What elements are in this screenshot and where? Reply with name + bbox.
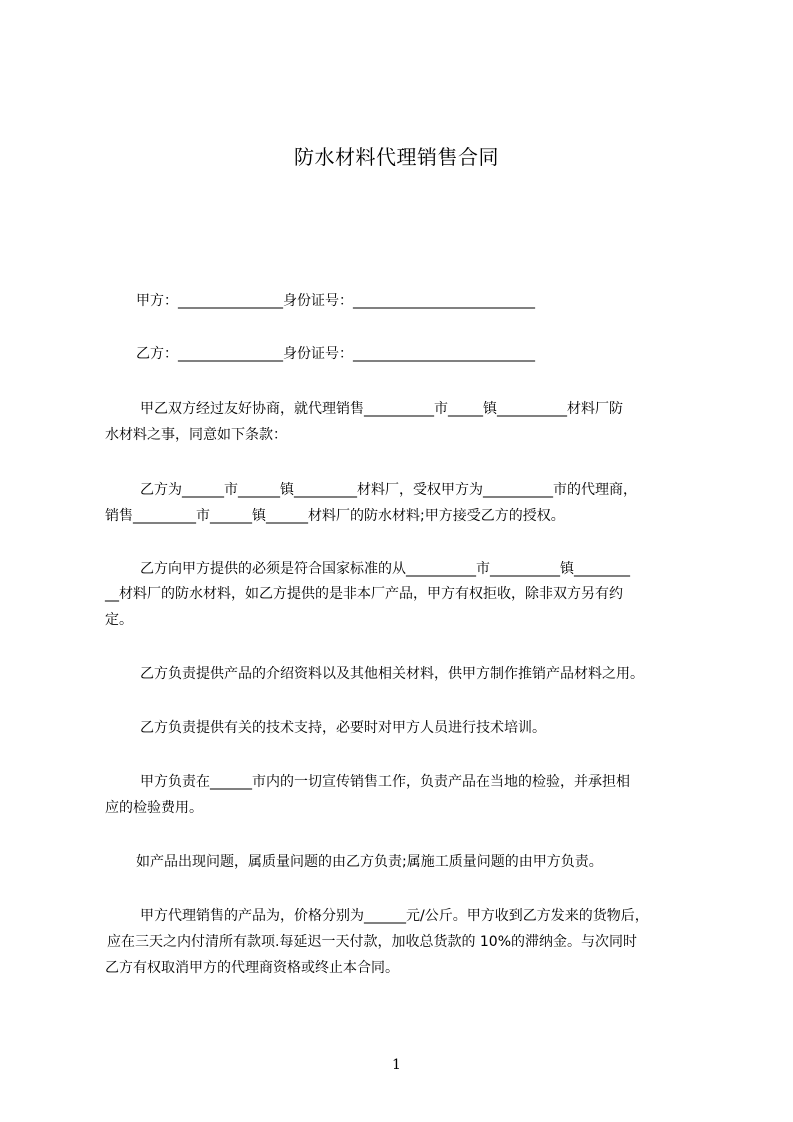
document-title: 防水材料代理销售合同 bbox=[294, 145, 499, 169]
clause-1-line-2: 水材料之事，同意如下条款： bbox=[105, 427, 287, 443]
clause-8-line-2: 应在三天之内付清所有款项.每延迟一天付款，加收总货款的 10%的滞纳金。与次同时 bbox=[107, 934, 638, 950]
clause-3-line-1: 乙方向甲方提供的必须是符合国家标准的从__________市__________镇________ bbox=[140, 561, 630, 577]
page-number: 1 bbox=[392, 1057, 401, 1073]
clause-2-line-1: 乙方为______市______镇_________材料厂，受权甲方为__________市的代理商， bbox=[140, 482, 637, 498]
party-b-line: 乙方：_______________身份证号：__________________________ bbox=[136, 346, 535, 362]
clause-7-line-1: 如产品出现问题，属质量问题的由乙方负责;属施工质量问题的由甲方负责。 bbox=[136, 854, 603, 870]
party-a-line: 甲方：_______________身份证号：__________________________ bbox=[136, 293, 535, 309]
clause-8-line-3: 乙方有权取消甲方的代理商资格或终止本合同。 bbox=[105, 960, 399, 976]
clause-1-line-1: 甲乙双方经过友好协商，就代理销售__________市_____镇__________材料厂防 bbox=[140, 401, 623, 417]
clause-6-line-1: 甲方负责在______市内的一切宣传销售工作，负责产品在当地的检验，并承担相 bbox=[140, 774, 630, 790]
clause-5-line-1: 乙方负责提供有关的技术支持，必要时对甲方人员进行技术培训。 bbox=[140, 720, 546, 736]
clause-3-line-3: 定。 bbox=[105, 612, 133, 628]
clause-6-line-2: 应的检验费用。 bbox=[105, 800, 203, 816]
clause-4-line-1: 乙方负责提供产品的介绍资料以及其他相关材料，供甲方制作推销产品材料之用。 bbox=[140, 666, 644, 682]
clause-8-line-1: 甲方代理销售的产品为，价格分别为______元/公斤。甲方收到乙方发来的货物后， bbox=[140, 908, 649, 924]
clause-2-line-2: 销售_________市______镇______材料厂的防水材料;甲方接受乙方的授权。 bbox=[105, 508, 565, 524]
clause-3-line-2: __材料厂的防水材料，如乙方提供的是非本厂产品，甲方有权拒收，除非双方另有约 bbox=[105, 586, 623, 602]
